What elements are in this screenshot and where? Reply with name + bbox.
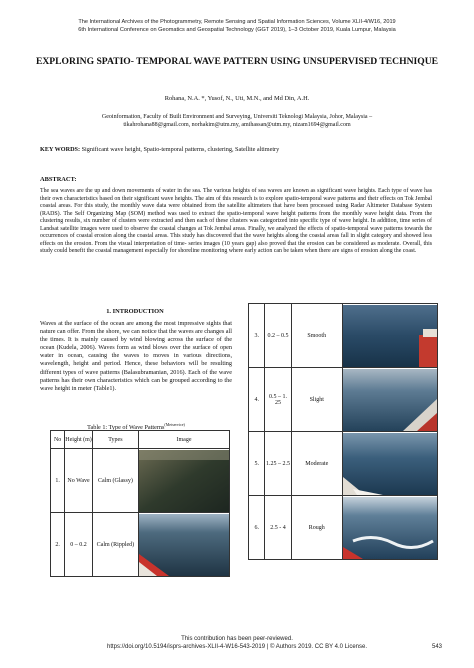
table-header-row [51,431,230,449]
slight-sea-photo [343,369,437,431]
row-no: 6. [249,496,265,560]
abstract-heading: ABSTRACT: [40,176,77,183]
affiliation-line-1: Geoinformation, Faculty of Built Environment and Surveying, Universiti Teknologi Malaysia, Johor, Malaysia – [101,114,373,120]
row-no: 3. [249,304,265,368]
row-no: 2. [51,513,65,577]
doi-license-line: https://doi.org/10.5194/isprs-archives-XLII-4-W16-543-2019 | © Authors 2019. CC BY 4.0 License. [106,644,367,650]
row-no: 1. [51,449,65,513]
row-height: 0 – 0.2 [65,513,93,577]
header-types: Types [92,431,138,449]
affiliation-emails: tikahrohana88@gmail.com, norhakim@utm.my, amihassan@utm.my, nizam1694@gmail.com [123,122,351,128]
table-row [51,449,230,513]
journal-header-line-1: The International Archives of the Photogrammetry, Remote Sensing and Spatial Information Sciences, Volume XLII-4/W16, 2019 [78,19,396,25]
header-height: Height (m) [65,431,93,449]
wave-table-right [248,303,438,560]
row-type: Calm (Rippled) [92,513,138,577]
row-type: Smooth [291,304,342,368]
calm-glassy-sea-photo [139,450,229,512]
journal-header-line-2: 6th International Conference on Geomatics and Geospatial Technology (GGT 2019), 1–3 October 2019, Kuala Lumpur, Malaysia [78,27,396,33]
table-row [249,432,438,496]
row-height: No Wave [65,449,93,513]
affiliation [40,113,434,129]
row-no: 5. [249,432,265,496]
row-type: Slight [291,368,342,432]
table-row [249,496,438,560]
row-type: Calm (Glassy) [92,449,138,513]
row-height: 0.5 – 1. 25 [265,368,291,432]
peer-review-note: This contribution has been peer-reviewed. [181,636,293,642]
table-row [249,304,438,368]
row-image-cell [343,432,438,496]
header-image: Image [139,431,230,449]
paper-title: EXPLORING SPATIO- TEMPORAL WAVE PATTERN USING UNSUPERVISED TECHNIQUE [35,56,439,67]
keywords-text: Significant wave height, Spatio-temporal patterns, clustering, Satellite altimetry [81,146,280,153]
row-image-cell [343,368,438,432]
row-image-cell [343,496,438,560]
smooth-sea-photo [343,305,437,367]
table-row [249,368,438,432]
row-height: 0.2 – 0.5 [265,304,291,368]
row-image-cell [343,304,438,368]
table-caption-text: Table 1: Type of Wave Patterns [87,424,165,432]
row-type: Rough [291,496,342,560]
table-row [51,513,230,577]
introduction-heading: 1. INTRODUCTION [106,308,164,315]
abstract-text: The sea waves are the up and down movements of water in the sea. The various heights of sea waves are known as significant wave heights. Each type of wave has their own characteristics based on their significant wave heights. The aim of this research is to explore spatio-temporal wave patterns and their effects on Tok Jembal coastal areas. For this study, the monthly wave data were obtained from the satellite altimeters that have been processed using Radar Altimeter Database System (RADS). The Self Organizing Map (SOM) method was used to extract the spatio-temporal wave height patterns from the monthly wave height data. From the clustering results, six number of clusters were extracted and then each of these clusters was categorized into specific type of wave height. In addition, time series of Landsat satellite images were used to observe the coastal changes at Tok Jembal areas. Finally, we analyzed the effects of spatio-temporal wave patterns towards the occurrences of coastal erosion along the coastal areas. This study has discovered that the wave heights along the coastal areas fall in slight category and showed less effects on the erosion. From the visual interpretation of time- series images (10 years gap) also proved that the erosion can be considered as moderate. Overall, this study could benefit the coastal management especially for shoreline monitoring where early action can be taken when there are signs of erosion along the coast. [40,188,432,255]
keywords [40,146,440,153]
row-height: 1.25 – 2.5 [265,432,291,496]
row-image-cell [139,449,230,513]
wave-table-left [50,430,230,577]
row-image-cell [139,513,230,577]
moderate-sea-photo [343,433,437,495]
introduction-text: Waves at the surface of the ocean are among the most impressive sights that nature can offer. From the shore, we can notice that the waves are changes all the times. It is mainly caused by wind blowing across the surface of the ocean (Kudela, 2006). Waves form as wind blows over the surface of open water in ocean, causing the waves to moves in various directions, wavelength, height and period. Hence, these behaviors will be resulting different types of wave patterns (Balasubramanian, 2016). Each of the wave patterns has their own characteristics which can be grouped according to the wave height in meter (Table1). [40,320,232,392]
page-number: 543 [431,644,442,650]
table-caption-source: (Metservice) [164,422,185,427]
keywords-label: KEY WORDS: [40,146,81,153]
rough-sea-photo [343,497,437,559]
authors: Rohana, N.A. *, Yusof, N., Uti, M.N., and Md Din, A.H. [164,95,310,102]
row-no: 4. [249,368,265,432]
row-type: Moderate [291,432,342,496]
calm-rippled-sea-photo [139,514,229,576]
row-height: 2.5 - 4 [265,496,291,560]
header-no: No [51,431,65,449]
